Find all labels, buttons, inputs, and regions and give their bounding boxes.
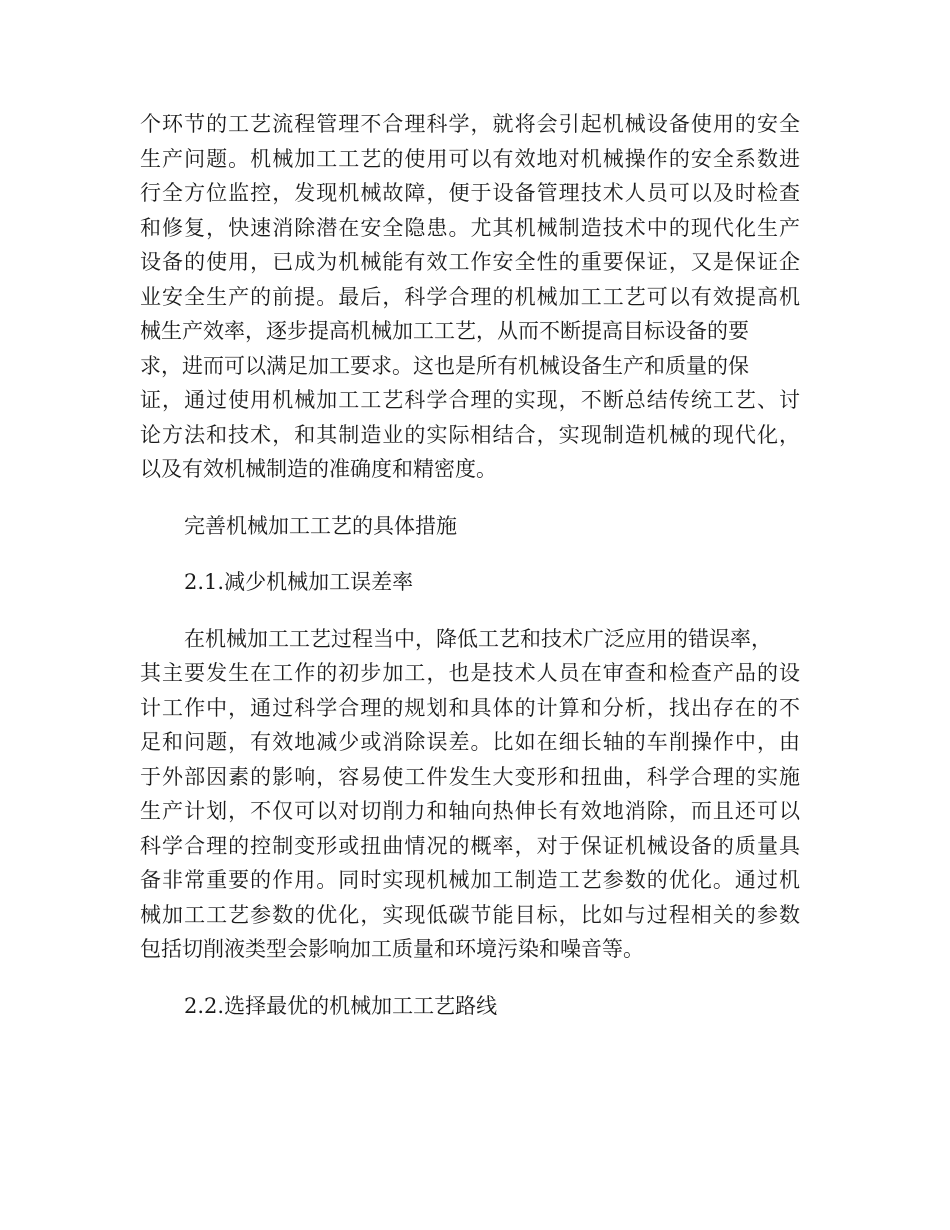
text-line: 科学合理的控制变形或扭曲情况的概率，对于保证机械设备的质量具 [140, 833, 800, 858]
paragraph-gap [140, 600, 800, 622]
text-line: 于外部因素的影响，容易使工件发生大变形和扭曲，科学合理的实施 [140, 764, 800, 789]
text-line: 械生产效率，逐步提高机械加工工艺，从而不断提高目标设备的要 [140, 319, 749, 343]
text-line: 计工作中，通过科学合理的规划和具体的计算和分析，找出存在的不 [140, 695, 800, 720]
text-line: 生产问题。机械加工工艺的使用可以有效地对机械操作的安全系数进 [140, 146, 800, 171]
section-heading: 完善机械加工工艺的具体措施 [184, 513, 457, 538]
text-line: 包括切削液类型会影响加工质量和环境污染和噪音等。 [140, 937, 644, 961]
text-line: 证，通过使用机械加工工艺科学合理的实现，不断总结传统工艺、讨 [140, 388, 800, 412]
text-line: 备非常重要的作用。同时实现机械加工制造工艺参数的优化。通过机 [140, 868, 800, 892]
text-line: 械加工工艺参数的优化，实现低碳节能目标，比如与过程相关的参数 [140, 902, 800, 927]
text-line: 论方法和技术，和其制造业的实际相结合，实现制造机械的现代化， [140, 422, 800, 447]
subsection-heading-2-1: 2.1.减少机械加工误差率 [184, 570, 414, 594]
subsection-heading-2-2: 2.2.选择最优的机械加工工艺路线 [184, 993, 498, 1018]
paragraph-gap [140, 967, 800, 989]
paragraph-1 [140, 107, 800, 487]
paragraph-2 [140, 622, 800, 967]
text-line: 和修复，快速消除潜在安全隐患。尤其机械制造技术中的现代化生产 [140, 215, 800, 240]
paragraph-gap [140, 487, 800, 509]
text-line: 业安全生产的前提。最后，科学合理的机械加工工艺可以有效提高机 [140, 284, 800, 309]
text-line: 个环节的工艺流程管理不合理科学，就将会引起机械设备使用的安全 [140, 112, 800, 136]
text-line: 以及有效机械制造的准确度和精密度。 [140, 457, 497, 481]
text-line: 足和问题，有效地减少或消除误差。比如在细长轴的车削操作中，由 [140, 730, 800, 754]
text-line: 在机械加工工艺过程当中，降低工艺和技术广泛应用的错误率， [184, 626, 772, 651]
document-body [140, 107, 800, 1023]
text-line: 设备的使用，已成为机械能有效工作安全性的重要保证，又是保证企 [140, 250, 800, 274]
text-line: 求，进而可以满足加工要求。这也是所有机械设备生产和质量的保 [140, 353, 749, 378]
text-line: 行全方位监控，发现机械故障，便于设备管理技术人员可以及时检查 [140, 181, 800, 205]
text-line: 其主要发生在工作的初步加工，也是技术人员在审查和检查产品的设 [140, 661, 800, 685]
paragraph-gap [140, 543, 800, 565]
text-line: 生产计划，不仅可以对切削力和轴向热伸长有效地消除，而且还可以 [140, 799, 800, 823]
